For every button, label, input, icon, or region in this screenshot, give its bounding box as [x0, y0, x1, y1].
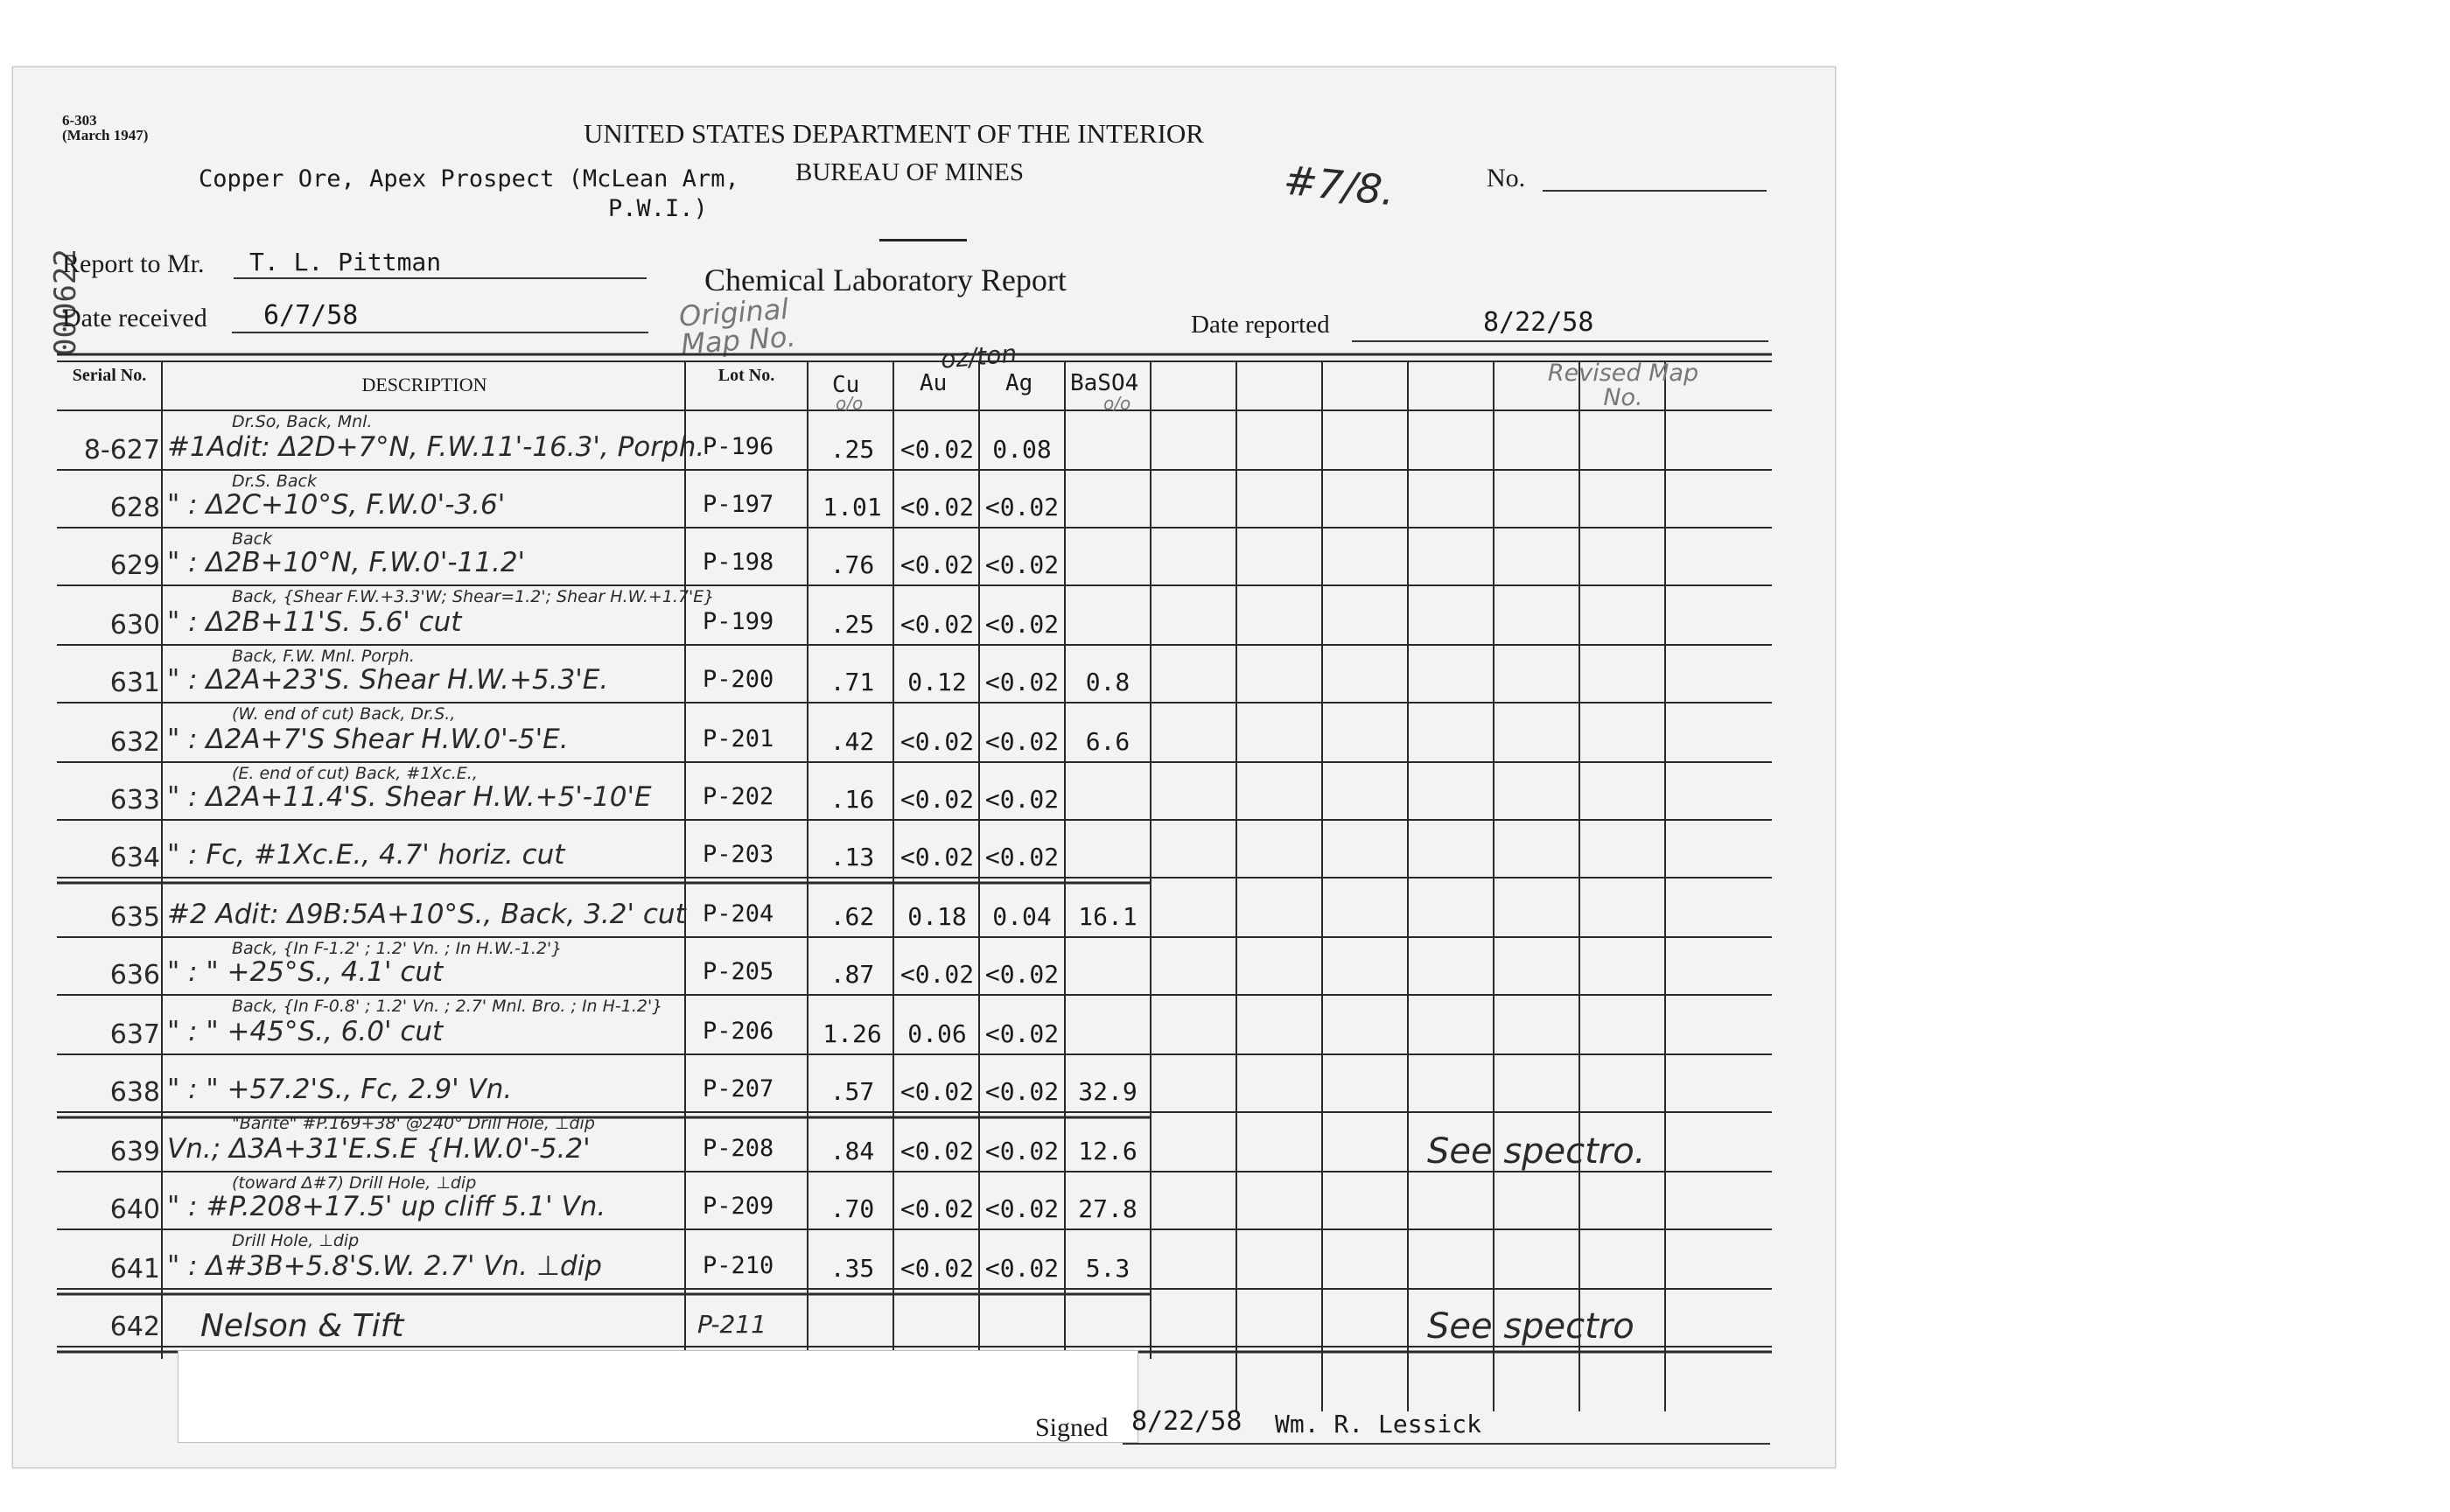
description: #2 Adit: Δ9B:5A+10°S., Back, 3.2' cut	[167, 899, 686, 930]
au-value: <0.02	[900, 960, 975, 989]
lot-number: P-208	[703, 1135, 774, 1162]
au-value: <0.02	[900, 610, 975, 639]
description-note: Back, {Shear F.W.+3.3'W; Shear=1.2'; Shear H.W.+1.7'E}	[232, 587, 715, 606]
baso4-value: 5.3	[1085, 1254, 1130, 1283]
description: Vn.; Δ3A+31'E.S.E {H.W.0'-5.2'	[167, 1133, 591, 1165]
signed-label: Signed	[1035, 1413, 1109, 1442]
col-header-description: DESCRIPTION	[361, 374, 487, 396]
date-reported-label: Date reported	[1191, 311, 1330, 339]
description: #1Adit: Δ2D+7°N, F.W.11'-16.3', Porph.	[167, 431, 705, 463]
subject-line-1: Copper Ore, Apex Prospect (McLean Arm,	[199, 165, 739, 192]
no-label: No.	[1487, 164, 1526, 192]
col-header-cu-unit: o/o	[836, 393, 864, 414]
cu-value: .71	[830, 668, 875, 696]
lot-number: P-197	[703, 491, 774, 518]
col-header-ag: Ag	[1005, 370, 1033, 396]
ag-value: <0.02	[984, 843, 1060, 872]
col-header-baso4: BaSO4	[1070, 370, 1139, 396]
ag-value: <0.02	[984, 668, 1060, 696]
ag-value: <0.02	[984, 1019, 1060, 1048]
ag-value: <0.02	[984, 785, 1060, 814]
serial-number: 629	[109, 550, 160, 581]
serial-number: 635	[109, 902, 160, 933]
signer-name: Wm. R. Lessick	[1275, 1410, 1482, 1438]
au-value: 0.18	[907, 902, 967, 931]
au-value: <0.02	[900, 1137, 975, 1166]
serial-number: 631	[109, 668, 160, 698]
side-number: 000622	[48, 248, 83, 356]
lot-number: P-203	[703, 841, 774, 868]
description: " : Δ2C+10°S, F.W.0'-3.6'	[167, 489, 506, 521]
description-note: "Barite" #P.169+38' @240° Drill Hole, ⊥dip	[232, 1114, 595, 1133]
serial-number: 628	[109, 493, 160, 523]
lot-number: P-207	[703, 1075, 774, 1102]
serial-number: 634	[109, 843, 160, 873]
lot-number: P-209	[703, 1193, 774, 1220]
serial-number: 8-627	[83, 435, 160, 466]
col-header-baso4-unit: o/o	[1103, 393, 1131, 414]
col-header-oz-ton: oz/ton	[939, 339, 1018, 374]
serial-number: 638	[109, 1077, 160, 1108]
au-value: <0.02	[900, 1254, 975, 1283]
description: " : Δ#3B+5.8'S.W. 2.7' Vn. ⊥dip	[167, 1250, 602, 1282]
baso4-value: 16.1	[1078, 902, 1138, 931]
col-header-lot: Lot No.	[718, 366, 775, 385]
au-value: <0.02	[900, 1194, 975, 1223]
ag-value: <0.02	[984, 1137, 1060, 1166]
description: " : " +57.2'S., Fc, 2.9' Vn.	[167, 1074, 513, 1105]
serial-number: 630	[109, 610, 160, 640]
description-note: Back, {In F-1.2' ; 1.2' Vn. ; In H.W.-1.2'}	[232, 939, 563, 958]
report-to-name: T. L. Pittman	[249, 248, 442, 276]
ag-value: <0.02	[984, 493, 1060, 522]
description: " : Fc, #1Xc.E., 4.7' horiz. cut	[167, 839, 565, 871]
lot-number: P-201	[703, 725, 774, 752]
original-map-note: Original Map No.	[677, 291, 797, 361]
lot-number: P-198	[703, 549, 774, 576]
baso4-value: 12.6	[1078, 1137, 1138, 1166]
au-value: <0.02	[900, 1077, 975, 1106]
lot-number: P-202	[703, 783, 774, 810]
au-value: <0.02	[900, 493, 975, 522]
au-value: 0.06	[907, 1019, 967, 1048]
serial-number: 633	[109, 785, 160, 816]
description-note: Drill Hole, ⊥dip	[232, 1231, 360, 1250]
description-note: (E. end of cut) Back, #1Xc.E.,	[232, 764, 478, 783]
subject-line-2: P.W.I.)	[608, 195, 708, 222]
serial-number: 636	[109, 960, 160, 990]
description: " : Δ2B+10°N, F.W.0'-11.2'	[167, 547, 526, 578]
description: " : " +25°S., 4.1' cut	[167, 956, 444, 988]
signature-line	[1123, 1443, 1770, 1445]
au-value: <0.02	[900, 727, 975, 756]
baso4-value: 27.8	[1078, 1194, 1138, 1223]
remark: See spectro.	[1427, 1131, 1646, 1172]
report-reference: #7/8.	[1281, 156, 1397, 215]
ag-value: <0.02	[984, 610, 1060, 639]
au-value: <0.02	[900, 435, 975, 464]
cu-value: .35	[830, 1254, 875, 1283]
description-note: Dr.S. Back	[232, 472, 318, 491]
cu-value: 1.01	[822, 493, 882, 522]
department-title: UNITED STATES DEPARTMENT OF THE INTERIOR	[584, 118, 1204, 149]
ag-value: 0.04	[992, 902, 1052, 931]
lot-number: P-204	[703, 900, 774, 928]
cu-value: .16	[830, 785, 875, 814]
cu-value: .42	[830, 727, 875, 756]
serial-number: 632	[109, 727, 160, 758]
serial-number: 637	[109, 1019, 160, 1050]
lot-number: P-210	[703, 1252, 774, 1279]
cu-value: .25	[830, 610, 875, 639]
date-received-label: Date received	[62, 304, 207, 332]
date-received-value: 6/7/58	[263, 300, 359, 331]
col-header-au: Au	[920, 370, 948, 396]
serial-number: 641	[109, 1254, 160, 1284]
report-title: Chemical Laboratory Report	[704, 262, 1067, 298]
col-header-serial: Serial No.	[72, 366, 147, 385]
cu-value: .13	[830, 843, 875, 872]
cu-value: .76	[830, 550, 875, 579]
description-note: (W. end of cut) Back, Dr.S.,	[232, 704, 456, 724]
description: " : Δ2A+23'S. Shear H.W.+5.3'E.	[167, 664, 609, 696]
description: " : Δ2A+7'S Shear H.W.0'-5'E.	[167, 724, 569, 755]
serial-number: 639	[109, 1137, 160, 1167]
description-note: Back, F.W. Mnl. Porph.	[232, 647, 415, 666]
description-note: Dr.So, Back, Mnl.	[232, 412, 373, 431]
date-reported-value: 8/22/58	[1483, 307, 1594, 338]
description: " : #P.208+17.5' up cliff 5.1' Vn.	[167, 1191, 606, 1222]
description: " : Δ2A+11.4'S. Shear H.W.+5'-10'E	[167, 781, 652, 813]
ag-value: <0.02	[984, 1077, 1060, 1106]
lot-number: P-206	[703, 1018, 774, 1045]
ag-value: <0.02	[984, 960, 1060, 989]
description: " : " +45°S., 6.0' cut	[167, 1016, 444, 1047]
lot-number: P-211	[697, 1310, 766, 1339]
ag-value: 0.08	[992, 435, 1052, 464]
au-value: 0.12	[907, 668, 967, 696]
ag-value: <0.02	[984, 550, 1060, 579]
description-note: (toward Δ#7) Drill Hole, ⊥dip	[232, 1173, 477, 1193]
baso4-value: 6.6	[1085, 727, 1130, 756]
remark: See spectro	[1427, 1306, 1634, 1347]
description: " : Δ2B+11'S. 5.6' cut	[167, 606, 462, 638]
cu-value: .25	[830, 435, 875, 464]
description-note: Back	[232, 529, 273, 549]
form-date-text: (March 1947)	[62, 127, 149, 144]
ag-value: <0.02	[984, 1194, 1060, 1223]
cu-value: .70	[830, 1194, 875, 1223]
ag-value: <0.02	[984, 727, 1060, 756]
cu-value: .84	[830, 1137, 875, 1166]
col-header-revised-map: Revised Map No.	[1547, 360, 1699, 411]
description-note: Back, {In F-0.8' ; 1.2' Vn. ; 2.7' Mnl. Bro. ; In H-1.2'}	[232, 997, 663, 1016]
form-number-text: 6-303	[62, 112, 97, 129]
cu-value: .87	[830, 960, 875, 989]
cu-value: 1.26	[822, 1019, 882, 1048]
report-to-label: Report to Mr.	[62, 249, 205, 278]
lot-number: P-205	[703, 958, 774, 985]
serial-number: 640	[109, 1194, 160, 1225]
cu-value: .57	[830, 1077, 875, 1106]
signed-date: 8/22/58	[1131, 1406, 1242, 1437]
serial-number: 642	[109, 1312, 160, 1342]
lot-number: P-196	[703, 433, 774, 460]
baso4-value: 32.9	[1078, 1077, 1138, 1106]
au-value: <0.02	[900, 785, 975, 814]
col-header-cu: Cu	[832, 372, 860, 398]
lot-number: P-200	[703, 666, 774, 693]
attached-paper-strip	[178, 1350, 1138, 1443]
baso4-value: 0.8	[1085, 668, 1130, 696]
au-value: <0.02	[900, 843, 975, 872]
description: Nelson & Tift	[200, 1308, 404, 1344]
cu-value: .62	[830, 902, 875, 931]
ag-value: <0.02	[984, 1254, 1060, 1283]
au-value: <0.02	[900, 550, 975, 579]
report-sheet	[12, 66, 1836, 1468]
bureau-title: BUREAU OF MINES	[795, 158, 1025, 186]
lot-number: P-199	[703, 608, 774, 635]
